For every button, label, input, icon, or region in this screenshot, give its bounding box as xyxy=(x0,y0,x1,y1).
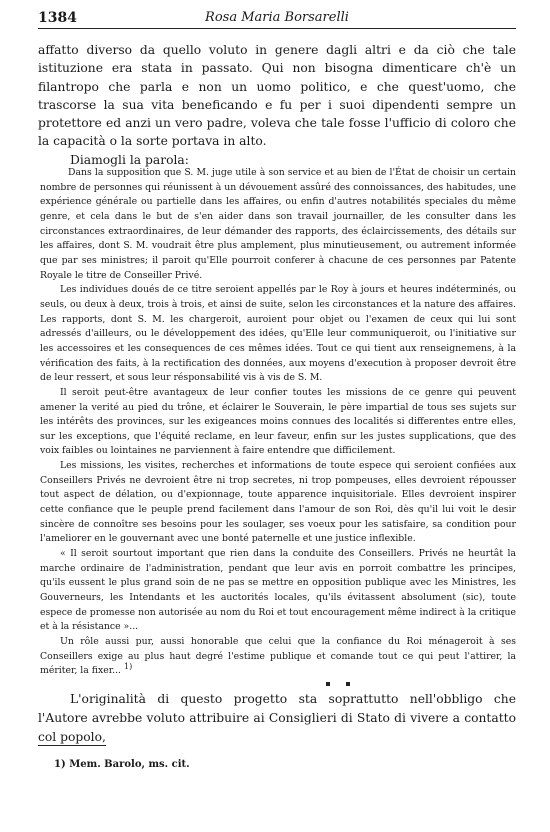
running-title: Rosa Maria Borsarelli xyxy=(205,10,349,25)
body-paragraph: affatto diverso da quello voluto in genere dagli altri e da ciò che tale istituzione era stata in passato. Qui non bisogna dimenticare ch'è un filantropo che parla e non un uomo politico, e che quest'uomo, che trascorse la sua vita beneficando e fu per i suoi dipendenti sempre un protettore ed anzi un vero padre, voleva che tale fosse l'ufficio di coloro che la capacità o la sorte portava in alto. xyxy=(38,43,516,149)
main-text xyxy=(38,41,516,169)
page-header xyxy=(38,8,516,29)
quote-paragraph: Les individues doués de ce titre seroient appellés par le Roy à jours et heures indéterminés, ou seuls, ou deux à deux, trois à trois, et ainsi de suite, selon les circonstances et la nature des affaires. Les rapports, dont S. M. les chargeroit, auroient pour objet ou l'examen de ceux qui lui sont adressés d'ailleurs, ou le développement des idées, qu'Elle leur communiqueroit, ou l'initiative sur les accessoires et les consequences de ces mêmes idées. Tout ce qui tient aux renseignemens, à la vérification des faits, à la rectification des données, aux moyens d'execution à proposer devroit être de leur ressert, et sous leur résponsabilité vis à vis de S. M. xyxy=(40,284,516,384)
footnote-rule xyxy=(38,745,106,746)
page-number: 1384 xyxy=(38,10,77,26)
block-quote xyxy=(40,166,516,679)
quote-paragraph: Les missions, les visites, recherches et informations de toute espece qui seroient confiées aux Conseillers Privés ne devroient être ni trop secretes, ni trop pompeuses, elles devroient répousser tout aspect de délation, ou d'expionnage, toute apparence inquisitoriale. Elles devroient inspirer cette confiance que le peuple prend facilement dans l'amour de son Roi, dès qu'il lui voit le desir sincère de connoître ses besoins pour les soulager, ses voeux pour les satisfaire, sa condition pour l'ameliorer en le gouvernant avec une bonté paternelle et une justice inflexible. xyxy=(40,460,516,545)
quote-paragraph: « Il seroit sourtout important que rien dans la conduite des Conseillers. Privés ne heurtât la marche ordinaire de l'administration, pendant que leur avis en porroit combattre les principes, qu'ils eussent le plus grand soin de ne pas se mettre en opposition publique avec les Ministres, les Gouverneurs, les Intendants et les auctorités locales, qu'ils évitassent absolument (sic), toute espece de promesse non autorisée au nom du Roi et tout encouragement même indirect à la critique et à la résistance »... xyxy=(40,548,516,633)
quote-intro: Diamogli la parola: xyxy=(70,152,189,167)
divider-dot xyxy=(326,682,330,686)
closing-text xyxy=(38,690,516,747)
footnote-reference: 1) xyxy=(123,662,133,672)
divider-dot xyxy=(346,682,350,686)
quote-paragraph: Dans la supposition que S. M. juge utile à son service et au bien de l'État de choisir un certain nombre de personnes qui réunissent à un dévouement assûré des connoissances, des habitudes, une expérience générale ou partielle dans les affaires, ou enfin d'autres notabilités speciales du même genre, et cela dans le but de s'en aider dans son travail journailler, de les consulter dans les circonstances extraordinaires, de leur démander des rapports, des éclaircissements, des détails sur les affaires, dont S. M. voudrait être plus amplement, plus minutieusement, ou autrement informée que par ses ministres; il paroit qu'Elle pourroit conferer à chacune de ces personnes par Patente Royale le titre de Conseiller Privé. xyxy=(40,167,516,281)
quote-paragraph: Il seroit peut-être avantageux de leur confier toutes les missions de ce genre qui peuvent amener la verité au pied du trône, et éclairer le Souverain, le père impartial de tous ses sujets sur les intérêts des provinces, sur les exigeances moins connues des localités si differentes entre elles, sur les exceptions, que l'équité reclame, en leur faveur, enfin sur les justes supplications, que des voix faibles ou lointaines ne parviennent à faire entendre que difficilement. xyxy=(40,386,516,457)
footnote-text: Mem. Barolo, ms. cit. xyxy=(69,759,190,770)
quote-paragraph-text: Un rôle aussi pur, aussi honorable que celui que la confiance du Roi ménageroit à ses Conseillers exige au plus haut degré l'estime publique et comande tout ce qui peut l'attirer, la mériter, la fixer... xyxy=(40,636,516,677)
footnote xyxy=(54,759,190,770)
closing-paragraph: L'originalità di questo progetto sta soprattutto nell'obbligo che l'Autore avrebbe voluto attribuire ai Consiglieri di Stato di vivere a contatto col popolo, xyxy=(38,692,516,744)
footnote-marker: 1) xyxy=(54,759,66,770)
section-divider xyxy=(326,682,350,688)
quote-paragraph xyxy=(40,635,516,679)
